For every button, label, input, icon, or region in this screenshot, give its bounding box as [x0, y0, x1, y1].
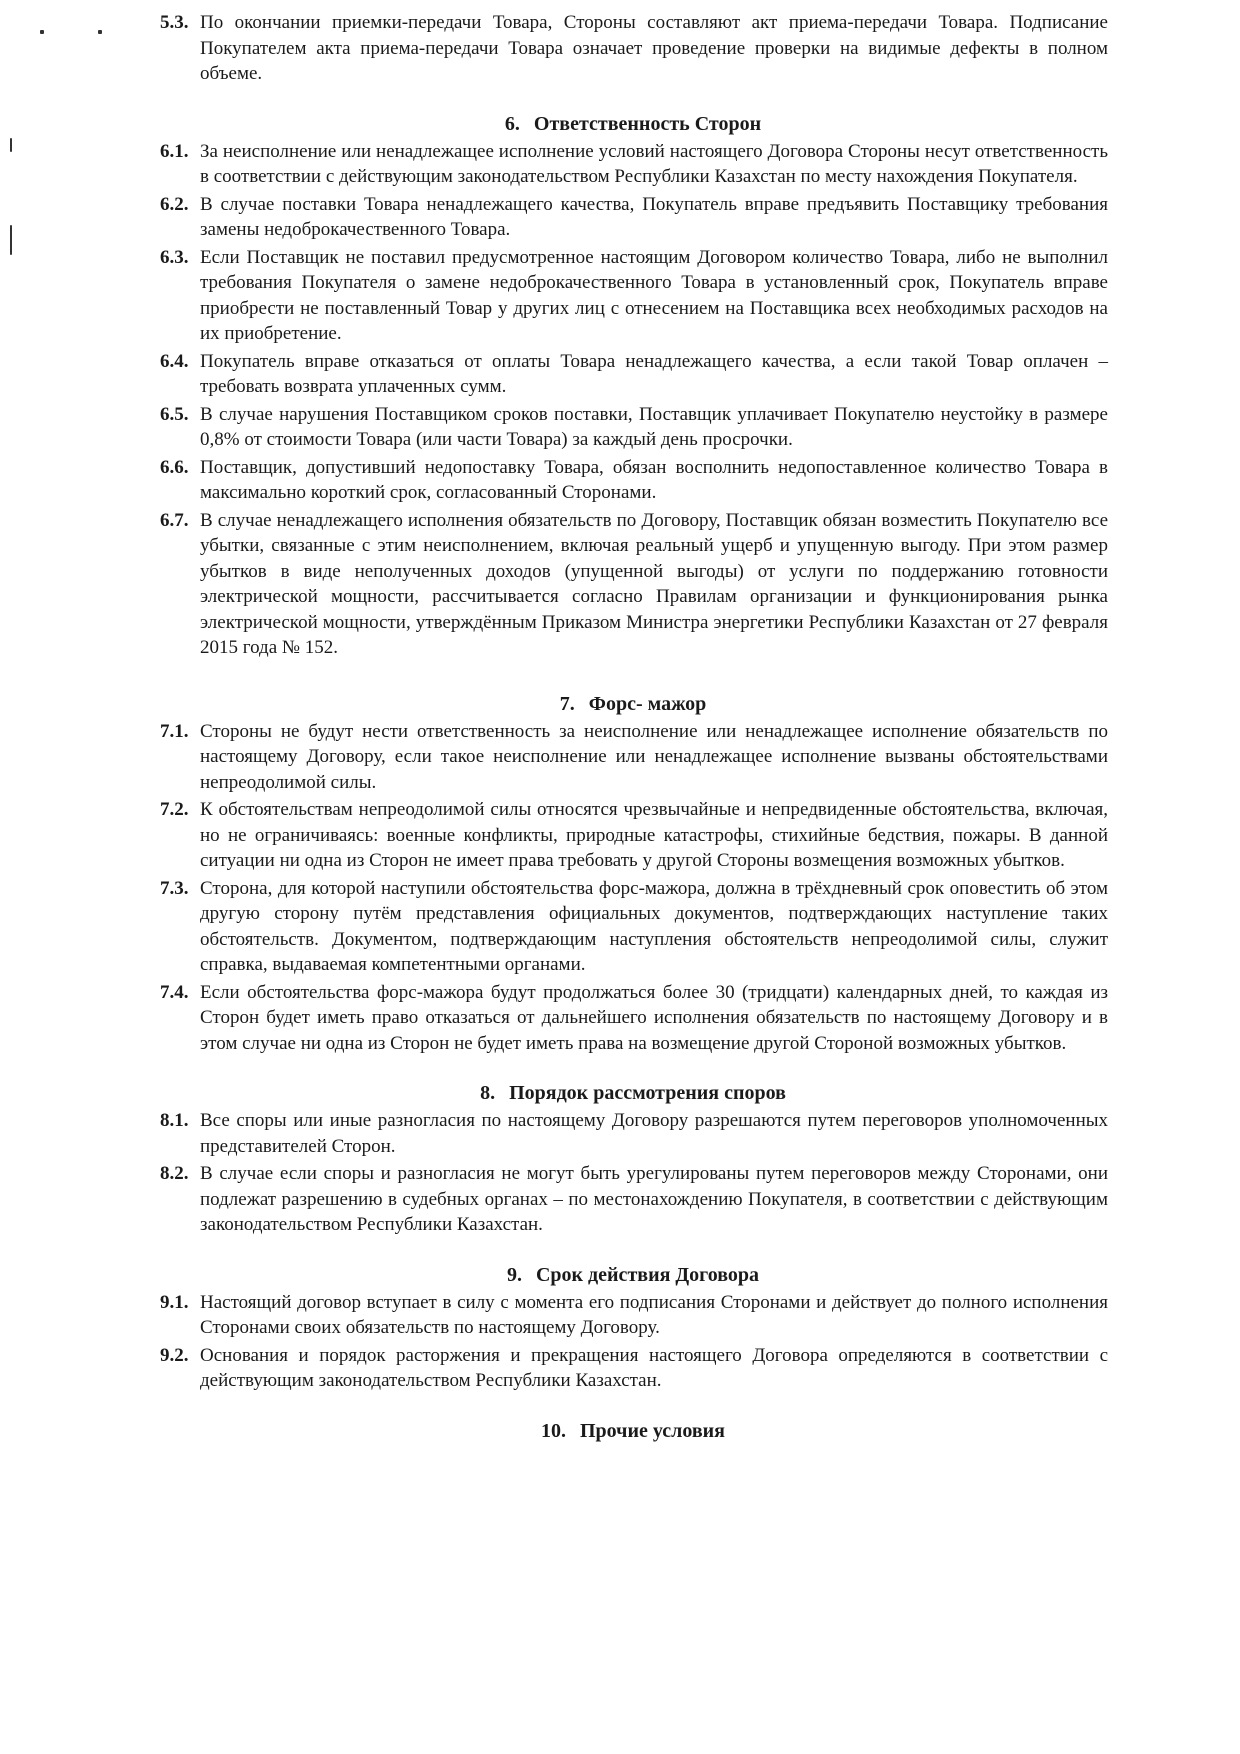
- section-title: Ответственность Сторон: [533, 112, 762, 135]
- clause-number: 7.3.: [160, 877, 189, 899]
- clause-text: К обстоятельствам непреодолимой силы относятся чрезвычайные и непредвиденные обстоятельства, включая, но не ограничиваясь: военные конфликты, природные катастрофы, стихийные бедствия, пожары. В данной ситуации ни одна из Сторон не имеет права требовать у другой Стороны возмещения возможных убытков.: [200, 799, 1108, 871]
- clause-6-1: [158, 139, 1108, 190]
- clause-text: Покупатель вправе отказаться от оплаты Товара ненадлежащего качества, а если такой Товар оплачен – требовать возврата уплаченных сумм.: [200, 350, 1108, 397]
- clause-6-2: [158, 192, 1108, 243]
- clause-number: 6.7.: [160, 509, 189, 531]
- clause-number: 6.1.: [160, 140, 189, 162]
- clause-number: 5.3.: [160, 12, 189, 33]
- section-title: Срок действия Договора: [535, 1263, 760, 1286]
- section-heading-9: [158, 1262, 1108, 1288]
- clause-number: 6.6.: [160, 456, 189, 478]
- clause-6-7: [158, 508, 1108, 661]
- clause-number: 7.1.: [160, 720, 189, 742]
- clause-number: 7.4.: [160, 981, 189, 1003]
- clause-9-1: [158, 1290, 1108, 1341]
- clause-number: 8.2.: [160, 1163, 189, 1184]
- clause-number: 6.4.: [160, 350, 189, 372]
- clause-8-2: [158, 1161, 1108, 1238]
- section-title: Порядок рассмотрения споров: [509, 1082, 786, 1104]
- clause-text: Сторона, для которой наступили обстоятельства форс-мажора, должна в трёхдневный срок оповестить об этом другую сторону путём представления официальных документов, подтверждающих наступление таких обстоятельств. Документом, подтверждающим наступления обстоятельств непреодолимой силы, служит справка, выдаваемая компетентными органами.: [200, 877, 1108, 975]
- clause-6-6: [158, 455, 1108, 506]
- clause-number: 6.5.: [160, 403, 189, 425]
- clause-text: Основания и порядок расторжения и прекращения настоящего Договора определяются в соответствии с действующим законодательством Республики Казахстан.: [200, 1344, 1108, 1391]
- clause-6-4: [158, 349, 1108, 400]
- clause-text: В случае ненадлежащего исполнения обязательств по Договору, Поставщик обязан возместить Покупателю все убытки, связанные с этим неисполнением, включая реальный ущерб и упущенную выгоду. При этом размер убытков в виде неполученных доходов (упущенной выгоды) от услуги по поддержанию готовности электрической мощности, рассчитывается согласно Правилам организации и функционирования рынка электрической мощности, утверждённым Приказом Министра энергетики Республики Казахстан от 27 февраля 2015 года № 152.: [200, 509, 1108, 658]
- clause-text: Поставщик, допустивший недопоставку Товара, обязан восполнить недопоставленное количество Товара в максимально короткий срок, согласованный Сторонами.: [200, 456, 1108, 503]
- section-number: 6.: [504, 112, 520, 135]
- clause-number: 6.2.: [160, 193, 189, 215]
- section-heading-10: [158, 1418, 1108, 1444]
- clause-number: 9.1.: [160, 1291, 189, 1313]
- clause-text: Стороны не будут нести ответственность за неисполнение или ненадлежащее исполнение обязательств по настоящему Договору, если такое неисполнение или ненадлежащее исполнение вызваны обстоятельствами непреодолимой силы.: [200, 720, 1108, 793]
- section-title: Прочие условия: [580, 1419, 725, 1442]
- clause-7-1: [158, 719, 1108, 796]
- clause-5-3: [158, 10, 1108, 87]
- clause-9-2: [158, 1343, 1108, 1394]
- clause-text: В случае если споры и разногласия не могут быть урегулированы путем переговоров между Сторонами, они подлежат разрешению в судебных органах – по местонахождению Покупателя, в соответствии с действующим законодательством Республики Казахстан.: [200, 1163, 1108, 1235]
- clause-6-5: [158, 402, 1108, 453]
- section-number: 8.: [480, 1082, 496, 1104]
- clause-text: Настоящий договор вступает в силу с момента его подписания Сторонами и действует до полного исполнения Сторонами своих обязательств по настоящему Договору.: [200, 1291, 1108, 1338]
- clause-text: Все споры или иные разногласия по настоящему Договору разрешаются путем переговоров уполномоченных представителей Сторон.: [200, 1110, 1108, 1157]
- section-number: 9.: [506, 1263, 522, 1286]
- clause-text: По окончании приемки-передачи Товара, Стороны составляют акт приема-передачи Товара. Подписание Покупателем акта приема-передачи Товара означает проведение проверки на видимые дефекты в полном объеме.: [200, 12, 1108, 84]
- section-heading-7: [158, 691, 1108, 717]
- clause-6-3: [158, 245, 1108, 347]
- clause-number: 8.1.: [160, 1110, 189, 1131]
- clause-text: В случае нарушения Поставщиком сроков поставки, Поставщик уплачивает Покупателю неустойку в размере 0,8% от стоимости Товара (или части Товара) за каждый день просрочки.: [200, 403, 1108, 450]
- scan-speck: [10, 225, 12, 255]
- clause-text: Если обстоятельства форс-мажора будут продолжаться более 30 (тридцати) календарных дней, то каждая из Сторон будет иметь право отказаться от дальнейшего исполнения обязательств по настоящему Договору и в этом случае ни одна из Сторон не будет иметь права на возмещение другой Стороной возможных убытков.: [200, 981, 1108, 1054]
- clause-7-3: [158, 876, 1108, 978]
- clause-number: 6.3.: [160, 246, 189, 268]
- scan-speck: [98, 30, 102, 34]
- section-title: Форс- мажор: [588, 692, 707, 715]
- section-heading-6: [158, 111, 1108, 137]
- section-number: 10.: [541, 1419, 566, 1442]
- document-page: [158, 10, 1108, 1446]
- clause-text: За неисполнение или ненадлежащее исполнение условий настоящего Договора Стороны несут ответственность в соответствии с действующим законодательством Республики Казахстан по месту нахождения Покупателя.: [200, 140, 1108, 187]
- clause-text: В случае поставки Товара ненадлежащего качества, Покупатель вправе предъявить Поставщику требования замены недоброкачественного Товара.: [200, 193, 1108, 240]
- clause-7-4: [158, 980, 1108, 1057]
- clause-number: 7.2.: [160, 799, 189, 820]
- clause-8-1: [158, 1108, 1108, 1159]
- scan-speck: [40, 30, 44, 34]
- scan-speck: [10, 138, 12, 152]
- section-heading-8: [158, 1080, 1108, 1106]
- clause-7-2: [158, 797, 1108, 874]
- clause-text: Если Поставщик не поставил предусмотренное настоящим Договором количество Товара, либо не выполнил требования Покупателя о замене недоброкачественного Товара в установленный срок, Покупатель вправе приобрести не поставленный Товар у других лиц с отнесением на Поставщика всех необходимых расходов на их приобретение.: [200, 246, 1108, 344]
- section-number: 7.: [559, 692, 575, 715]
- clause-number: 9.2.: [160, 1344, 189, 1366]
